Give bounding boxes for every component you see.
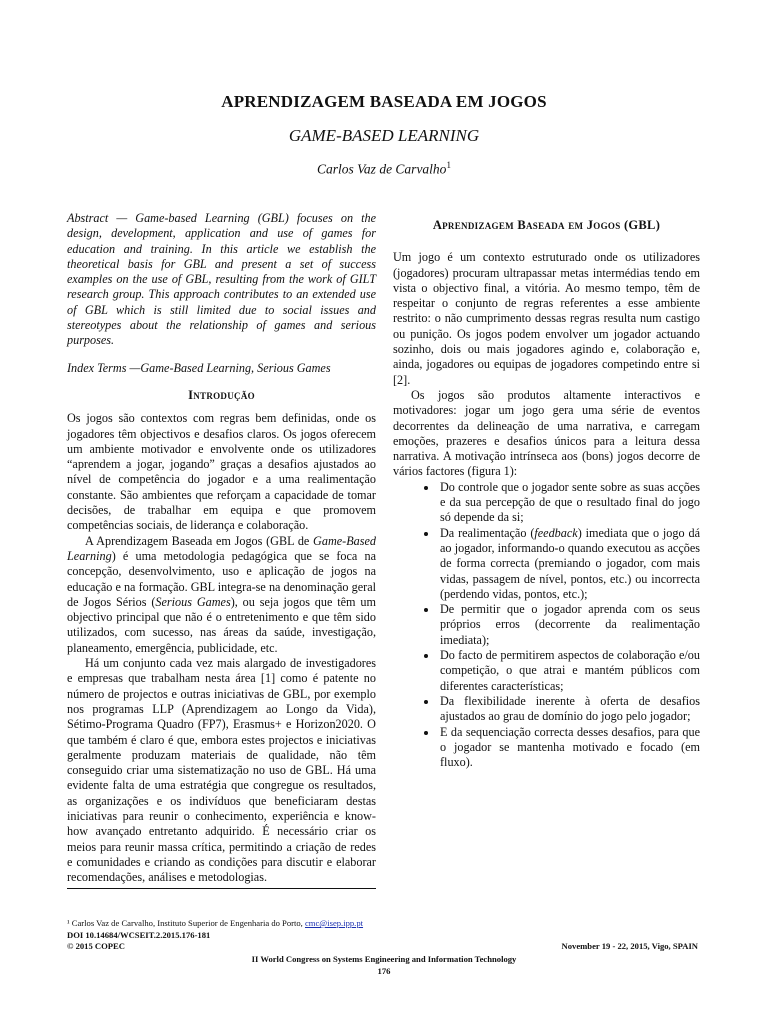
gbl-paragraph-2: Os jogos são produtos altamente interactivos e motivadores: jogar um jogo gera uma série de eventos decorrentes da delineação de uma narrativa, e carregam emoções, prazeres e desafios únicos para a leitura dessa narrativa. A motivação intrínseca aos (bons) jogos decorre de vários factores (figura 1): <box>393 387 700 479</box>
author-line <box>0 160 768 178</box>
conference-date: November 19 - 22, 2015, Vigo, SPAIN <box>561 941 698 951</box>
doi: DOI 10.14684/WCSEIT.2.2015.176-181 <box>67 930 211 940</box>
author-name: Carlos Vaz de Carvalho <box>317 161 447 177</box>
b2-term-feedback: feedback <box>534 525 578 540</box>
footnote-divider <box>67 888 376 889</box>
intro-heading: Introdução <box>188 387 255 402</box>
gbl-paragraph-1: Um jogo é um contexto estruturado onde os utilizadores (jogadores) procuram ultrapassar metas intermédias tendo em vista o objectivo final, a vitória. Ao mesmo tempo, têm de respeitar o conjunto de regras referentes a esse ambiente restrito: o não cumprimento dessas regras resulta num castigo ou punição. Os jogos podem envolver um jogador actuando sozinho, dois ou mais jogadores agindo e, colaboração e, ainda, jogadores ou equipas de jogadores competindo entre si [2]. <box>393 250 700 387</box>
p2-term-serious-games: Serious Games <box>155 594 231 609</box>
footnote-text: ¹ Carlos Vaz de Carvalho, Instituto Superior de Engenharia do Porto, <box>67 918 305 928</box>
gbl-heading: Aprendizagem Baseada em Jogos (GBL) <box>432 218 661 232</box>
footnote <box>67 918 363 929</box>
p2-term-gbl: Game-Based Learning <box>67 533 376 563</box>
paper-subtitle: GAME-BASED LEARNING <box>288 126 480 145</box>
p2-part-e: ), ou seja jogos que têm um objectivo principal que não é o entretenimento e que têm sido utilizados, com sucesso, nas áreas da saúde, investigação, planeamento, emergência, publicidade, etc. <box>67 594 376 655</box>
p2-part-a: A Aprendizagem Baseada em Jogos (GBL de <box>85 533 314 548</box>
intro-paragraph-1: Os jogos são contextos com regras bem definidas, onde os jogadores têm objectivos e desafios claros. Os jogos oferecem um ambiente motivador e envolvente onde os utilizadores “aprendem a jogar, jogando” graças a desafios ajustados ao nível de competência do jogador e a uma realimentação constante. São ambientes que reforçam a capacidade de tomar decisões, de trabalhar em equipa e que promovem competências sociais, de liderança e colaboração. <box>67 411 376 533</box>
paper-title: APRENDIZAGEM BASEADA EM JOGOS <box>221 92 547 111</box>
list-item: • De permitir que o jogador aprenda com os seus próprios erros (decorrente da realimentação imediata); <box>438 602 700 648</box>
b2-part-c: ) imediata que o jogo dá ao jogador, informando-o quando executou as acções de forma correcta (premiando o jogador, com mais vidas, passagem de nível, pontos, etc.) ou incorrecta (perdendo vidas, pontos, etc.); <box>440 525 700 601</box>
intro-paragraph-2 <box>67 534 376 656</box>
page-number: 176 <box>377 966 391 976</box>
list-item <box>438 526 700 602</box>
p2-part-c: ) é uma metodologia pedagógica que se foca na concepção, desenvolvimento, uso e aplicação de jogos na educação e na formação. GBL integra-se na denominação geral de Jogos Sérios ( <box>67 548 376 609</box>
intro-paragraph-3: Há um conjunto cada vez mais alargado de investigadores e empresas que trabalham nesta área [1] como é patente no número de projectos e outras iniciativas de GBL, por exemplo nos programas LLP (Aprendizagem ao Longo da Vida), Sétimo-Programa Quadro (FP7), Erasmus+ e Horizon2020. O que também é claro é que, embora estes projectos e iniciativas geralmente produzam materiais de qualidade, não têm conseguido criar uma sistematização no uso de GBL. Há uma evidente falta de uma estratégia que congregue os resultados, as organizações e os indivíduos que beneficiaram destas iniciativas para reunir o conhecimento, experiência e know-how avançado entretanto adquirido. É necessário criar os meios para reunir massa crítica, permitindo a criação de redes e comunidades e criando as condições para discutir e elaborar recomendações, análises e metodologias. <box>67 656 376 885</box>
conference-name: II World Congress on Systems Engineering and Information Technology <box>251 954 517 964</box>
list-item: • Do controle que o jogador sente sobre as suas acções e da sua percepção de que o resultado final do jogo só depende da si; <box>438 480 700 526</box>
left-column <box>67 211 376 885</box>
list-item: • Do facto de permitirem aspectos de colaboração e/ou competição, o que atrai e mantém públicos com diferentes características; <box>438 648 700 694</box>
author-email-link[interactable]: cmc@isep.ipp.pt <box>304 918 364 928</box>
right-column <box>393 218 700 770</box>
author-footnote-marker: 1 <box>446 160 451 170</box>
index-terms: Index Terms —Game-Based Learning, Serious Games <box>67 360 331 375</box>
copyright: © 2015 COPEC <box>67 941 125 951</box>
motivation-list <box>393 480 700 771</box>
b2-part-a: Da realimentação ( <box>440 525 535 540</box>
list-item: • Da flexibilidade inerente à oferta de desafios ajustados ao grau de domínio do jogo pelo jogador; <box>438 694 700 725</box>
list-item: • E da sequenciação correcta desses desafios, para que o jogador se mantenha motivado e focado (em fluxo). <box>438 725 700 771</box>
abstract: Abstract — Game-based Learning (GBL) focuses on the design, development, application and use of games for education and training. In this article we establish the theoretical basis for GBL and present a set of success examples on the use of GBL, resulting from the work of GILT research group. This approach contributes to an extended use of GBL which is still limited due to social issues and stereotypes about the relationship of games and serious purposes. <box>67 211 376 348</box>
